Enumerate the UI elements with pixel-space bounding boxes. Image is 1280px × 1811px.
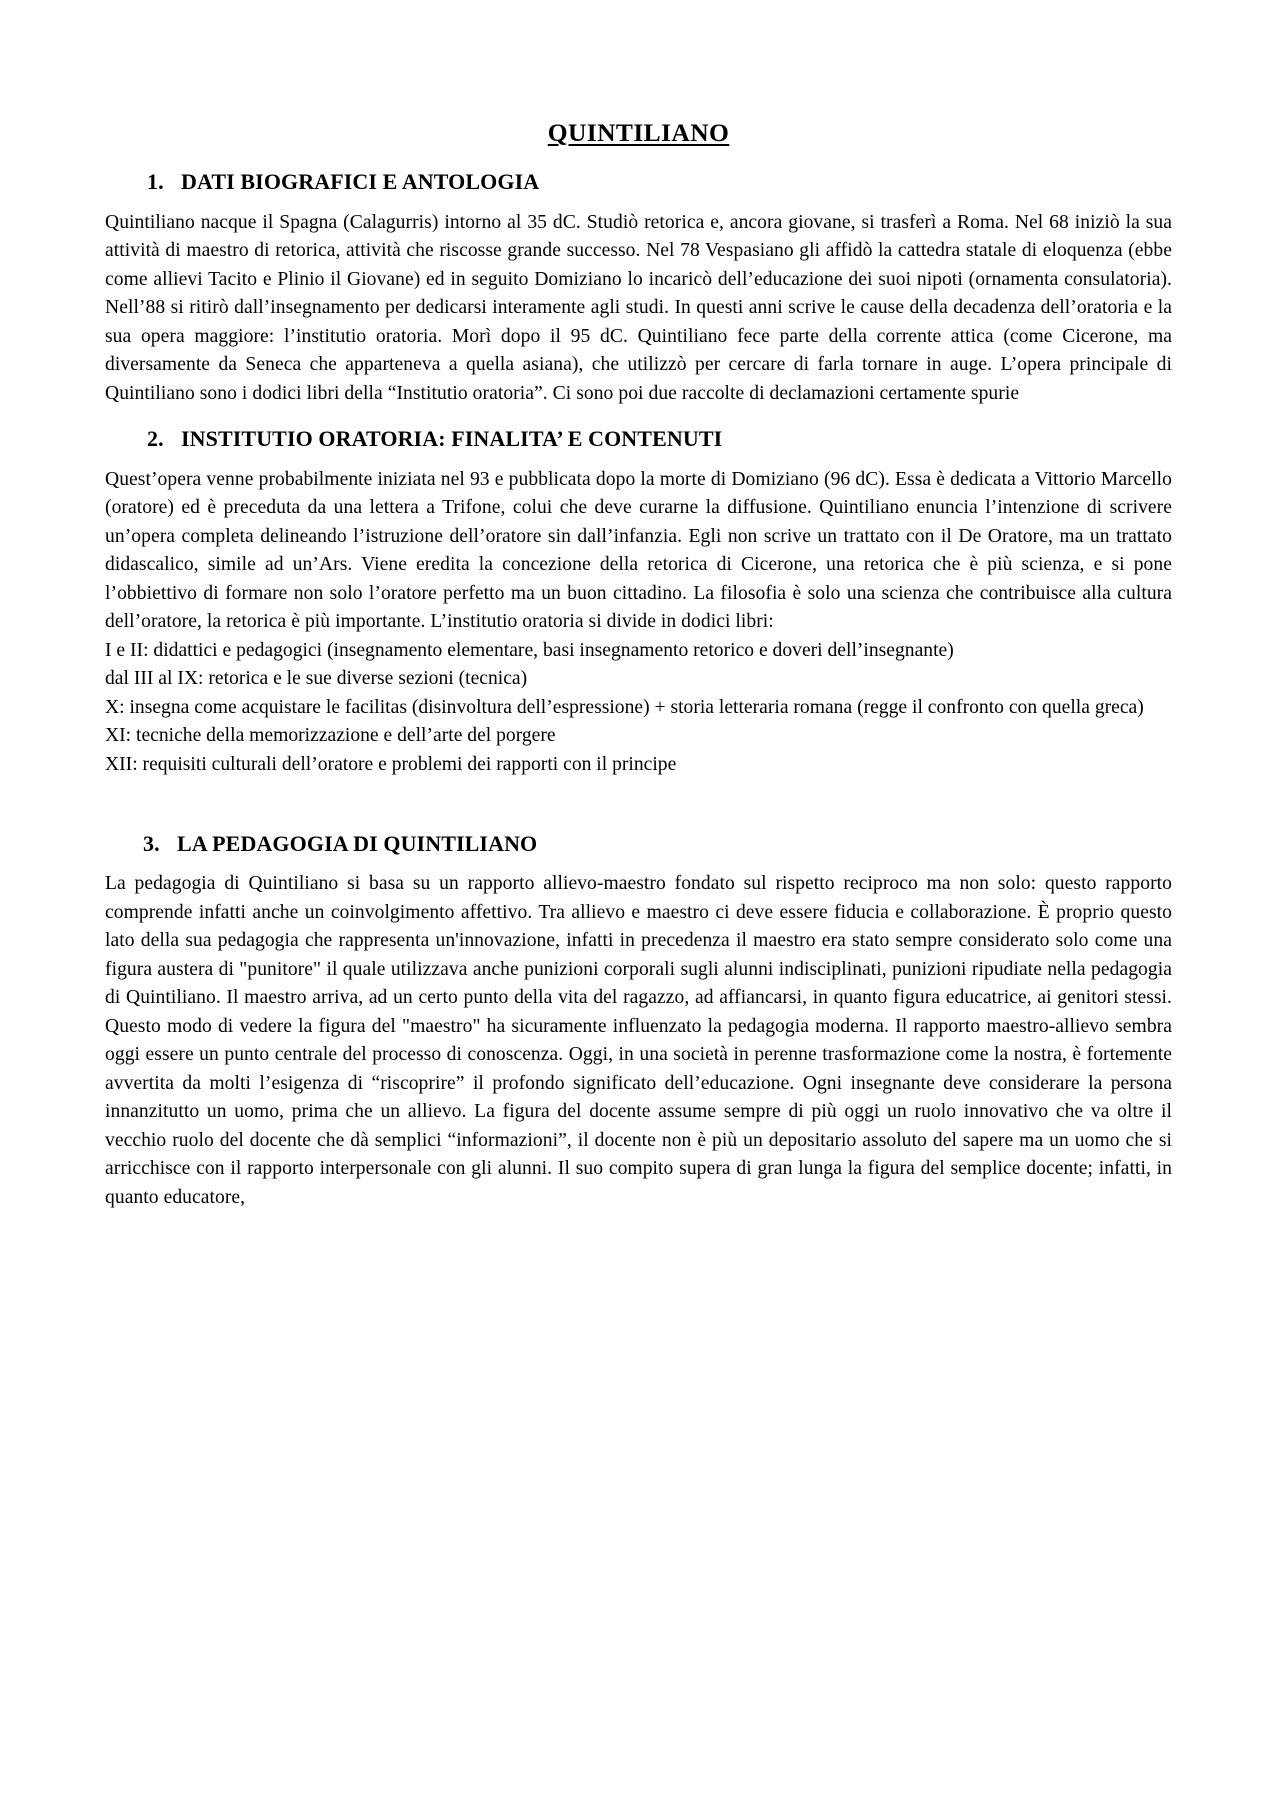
page-title — [105, 118, 1172, 147]
spacer — [105, 779, 1172, 801]
spacer — [105, 418, 1172, 426]
section-title-3: LA PEDAGOGIA DI QUINTILIANO — [177, 831, 538, 857]
list-item: XII: requisiti culturali dell’oratore e problemi dei rapporti con il principe — [105, 753, 677, 775]
section-heading-1 — [105, 169, 1172, 195]
section-2-paragraph: Quest’opera venne probabilmente iniziata nel 93 e pubblicata dopo la morte di Domiziano (96 dC). Essa è dedicata a Vittorio Marcello (oratore) ed è preceduta da una lettera a Trifone, colui che deve curarne la diffusione. Quintiliano enuncia l’intenzione di scrivere un’opera completa delineando l’istruzione dell’oratore sin dall’infanzia. Egli non scrive un trattato con il De Oratore, ma un trattato didascalico, simile ad un’Ars. Viene eredita la concezione della retorica di Cicerone, una retorica che è più scienza, e si pone l’obbiettivo di formare non solo l’oratore perfetto ma un buon cittadino. La filosofia è solo una scienza che contribuisce alla cultura dell’oratore, la retorica è più importante. L’institutio oratoria si divide in dodici libri: — [105, 468, 1172, 633]
page-title-text: QUINTILIANO — [547, 118, 730, 147]
section-heading-3 — [105, 831, 1172, 857]
list-item: XI: tecniche della memorizzazione e dell’arte del porgere — [105, 725, 556, 747]
section-number-1: 1. — [147, 169, 164, 195]
book-division-list — [105, 637, 1172, 780]
list-item: I e II: didattici e pedagogici (insegnamento elementare, basi insegnamento retorico e doveri dell’insegnante) — [105, 639, 954, 661]
list-item: X: insegna come acquistare le facilitas (disinvoltura dell’espressione) + storia letteraria romana (regge il confronto con quella greca) — [105, 696, 1144, 718]
section-number-3: 3. — [143, 831, 160, 857]
section-number-2: 2. — [147, 426, 164, 452]
section-title-1: DATI BIOGRAFICI E ANTOLOGIA — [181, 169, 540, 195]
section-3-paragraph: La pedagogia di Quintiliano si basa su un rapporto allievo-maestro fondato sul rispetto reciproco ma non solo: questo rapporto comprende infatti anche un coinvolgimento affettivo. Tra allievo e maestro ci deve essere fiducia e collaborazione. È proprio questo lato della sua pedagogia che rappresenta un'innovazione, infatti in precedenza il maestro era stato sempre considerato solo come una figura austera di "punitore" il quale utilizzava anche punizioni corporali sugli alunni indisciplinati, punizioni ripudiate nella pedagogia di Quintiliano. Il maestro arriva, ad un certo punto della vita del ragazzo, ad affiancarsi, in quanto figura educatrice, ai genitori stessi. Questo modo di vedere la figura del "maestro" ha sicuramente influenzato la pedagogia moderna. Il rapporto maestro-allievo sembra oggi essere un punto centrale del processo di conoscenza. Oggi, in una società in perenne trasformazione come la nostra, è fortemente avvertita da molti l’esigenza di “riscoprire” il profondo significato dell’educazione. Ogni insegnante deve considerare la persona innanzitutto un uomo, prima che un allievo. La figura del docente assume sempre di più oggi un ruolo innovativo che va oltre il vecchio ruolo del docente che dà semplici “informazioni”, il docente non è più un depositario assoluto del sapere ma un uomo che si arricchisce con il rapporto interpersonale con gli alunni. Il suo compito supera di gran lunga la figura del semplice docente; infatti, in quanto educatore, — [105, 873, 1172, 1208]
section-title-2: INSTITUTIO ORATORIA: FINALITA’ E CONTENUTI — [181, 426, 723, 452]
section-1-paragraph: Quintiliano nacque il Spagna (Calagurris) intorno al 35 dC. Studiò retorica e, ancora giovane, si trasferì a Roma. Nel 68 iniziò la sua attività di maestro di retorica, attività che riscosse grande successo. Nel 78 Vespasiano gli affidò la cattedra statale di eloquenza (ebbe come allievi Tacito e Plinio il Giovane) ed in seguito Domiziano lo incaricò dell’educazione dei suoi nipoti (ornamenta consulatoria). Nell’88 si ritirò dall’insegnamento per dedicarsi interamente agli studi. In questi anni scrive le cause della decadenza dell’oratoria e la sua opera maggiore: l’institutio oratoria. Morì dopo il 95 dC. Quintiliano fece parte della corrente attica (come Cicerone, ma diversamente da Seneca che apparteneva a quella asiana), che utilizzò per cercare di farla tornare in auge. L’opera principale di Quintiliano sono i dodici libri della “Institutio oratoria”. Ci sono poi due raccolte di declamazioni certamente spurie — [105, 211, 1172, 404]
list-item: dal III al IX: retorica e le sue diverse sezioni (tecnica) — [105, 668, 528, 690]
section-heading-2 — [105, 426, 1172, 452]
